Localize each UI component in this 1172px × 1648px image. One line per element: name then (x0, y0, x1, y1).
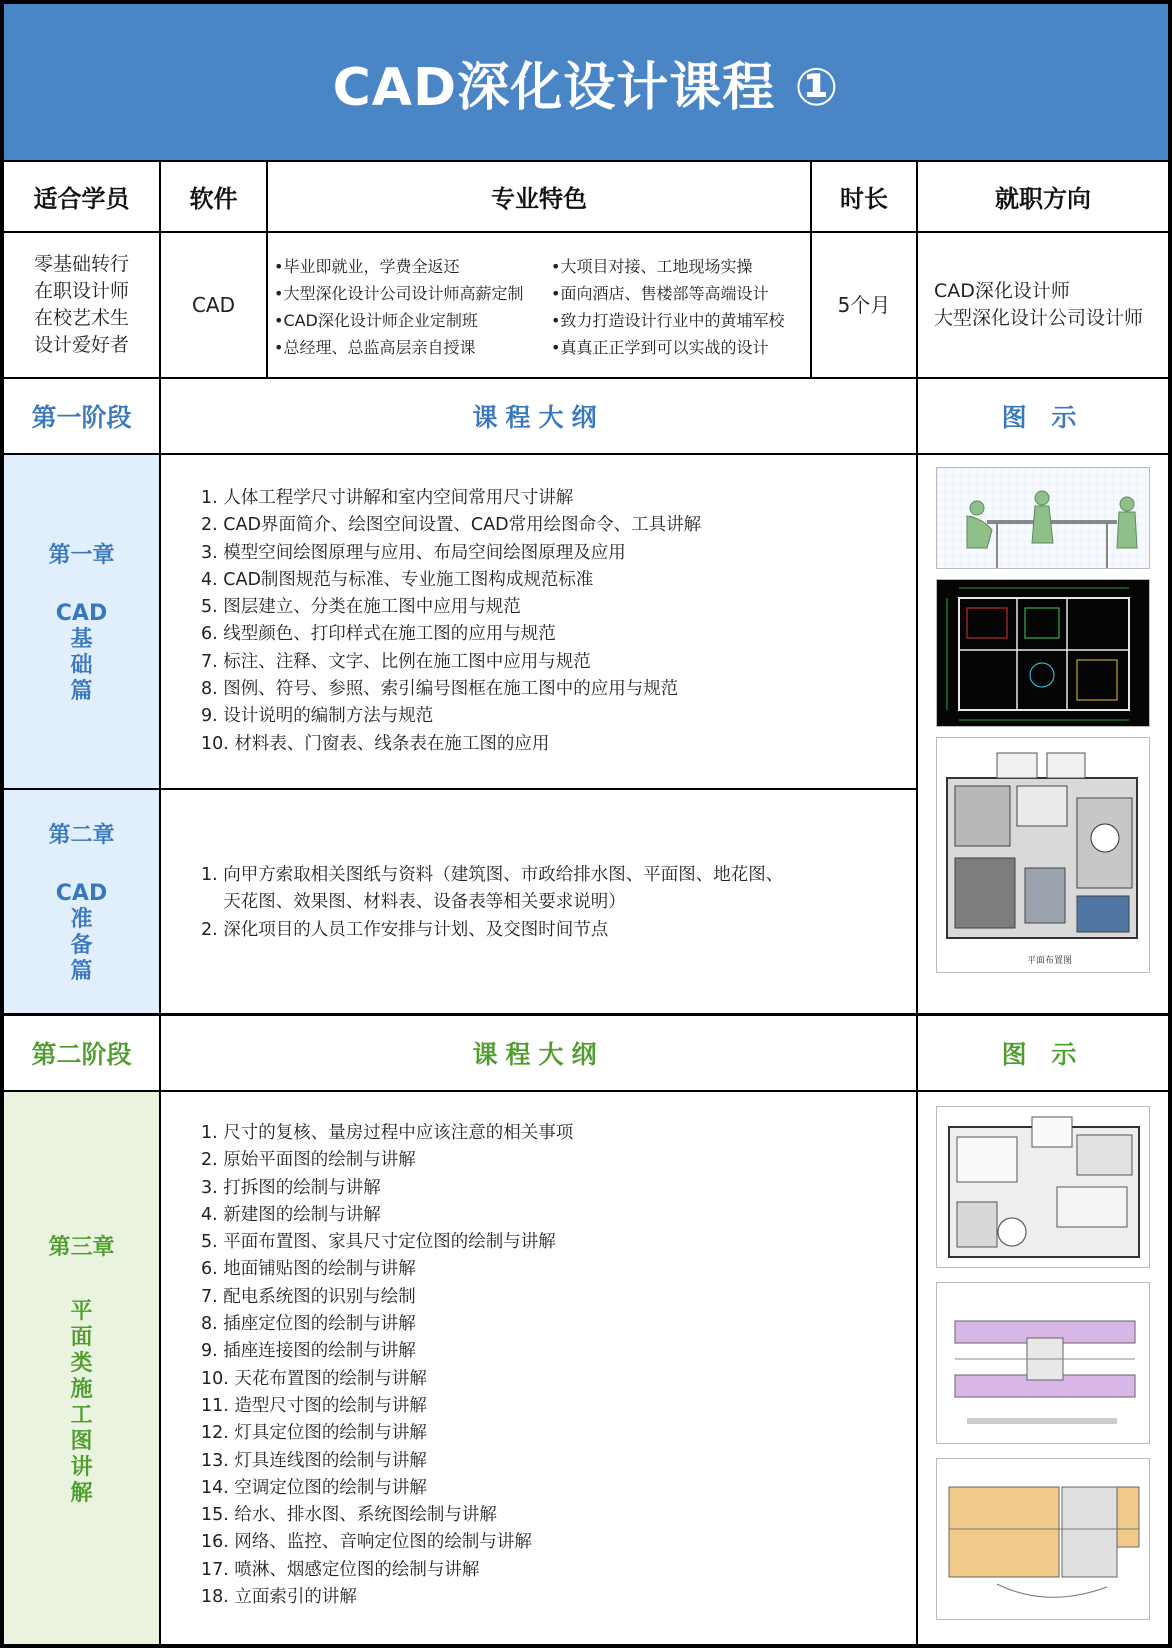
student-type: 设计爱好者 (33, 334, 129, 356)
career-cell (918, 233, 1168, 377)
chapter3-content (161, 1092, 916, 1644)
features-left (274, 253, 523, 361)
header-students: 适合学员 (4, 162, 159, 231)
chapter3-vertical-char: 工 (70, 1402, 93, 1428)
list-item: 18. 立面索引的讲解 (201, 1587, 357, 1608)
chapter3-vertical-char: 施 (70, 1376, 93, 1402)
chapter2-content (161, 790, 916, 1013)
feature-item: •面向酒店、售楼部等高端设计 (551, 284, 769, 303)
chapter1-label (4, 455, 159, 788)
list-item: 10. 天花布置图的绘制与讲解 (201, 1368, 427, 1389)
software-cell: CAD (161, 233, 266, 377)
list-item: 15. 给水、排水图、系统图绘制与讲解 (201, 1505, 497, 1526)
list-item: 1. 尺寸的复核、量房过程中应该注意的相关事项 (201, 1123, 574, 1143)
ergonomics-diagram (936, 467, 1150, 569)
apartment-plan-image (936, 1106, 1150, 1268)
chapter2-subtitle: CAD (55, 881, 108, 906)
hotel-floor-plan-svg (937, 1283, 1150, 1444)
list-item: 16. 网络、监控、音响定位图的绘制与讲解 (201, 1532, 532, 1553)
chapter2-vertical-char: 篇 (70, 959, 93, 984)
students-cell (4, 233, 159, 377)
features-cell (268, 233, 810, 377)
chapter1-vertical-char: 础 (70, 653, 93, 678)
list-item: 4. 新建图的绘制与讲解 (201, 1204, 381, 1225)
floor-plan-image (936, 737, 1150, 973)
stage2-label: 第二阶段 (4, 1016, 159, 1090)
list-item: 10. 材料表、门窗表、线条表在施工图的应用 (201, 733, 550, 754)
feature-item: •毕业即就业，学费全返还 (274, 257, 460, 276)
commercial-plan-image (936, 1458, 1150, 1620)
cad-plan-dark (936, 579, 1150, 727)
header-duration: 时长 (812, 162, 916, 231)
list-item: 14. 空调定位图的绘制与讲解 (201, 1477, 427, 1498)
list-item: 17. 喷淋、烟感定位图的绘制与讲解 (201, 1559, 480, 1580)
stage1-figure-label: 图 示 (918, 379, 1168, 453)
chapter1-title: 第一章 (48, 543, 115, 568)
student-type: 在职设计师 (33, 280, 129, 302)
list-item: 13. 灯具连线图的绘制与讲解 (201, 1450, 427, 1471)
chapter1-vertical-char: 基 (70, 627, 93, 652)
floor-plan-svg (937, 738, 1150, 973)
stage2-figure-label: 图 示 (918, 1016, 1168, 1090)
commercial-plan-svg (937, 1459, 1150, 1620)
feature-item: •总经理、总监高层亲自授课 (274, 338, 476, 357)
list-item: 1. 向甲方索取相关图纸与资料（建筑图、市政给排水图、平面图、地花图、 (201, 865, 784, 885)
feature-item: •大型深化设计公司设计师高薪定制 (274, 284, 524, 303)
header-career: 就职方向 (918, 162, 1168, 231)
list-item: 9. 插座连接图的绘制与讲解 (201, 1341, 416, 1362)
chapter3-label (4, 1092, 159, 1644)
feature-item: •大项目对接、工地现场实操 (551, 257, 753, 276)
career-item: CAD深化设计师 (934, 280, 1070, 302)
list-item: 8. 图例、符号、参照、索引编号图框在施工图中的应用与规范 (201, 679, 679, 700)
features-right (551, 253, 784, 361)
hotel-floor-plan-image (936, 1282, 1150, 1444)
list-item: 4. CAD制图规范与标准、专业施工图构成规范标准 (201, 569, 594, 590)
feature-item: •致力打造设计行业中的黄埔军校 (551, 311, 785, 330)
list-item: 11. 造型尺寸图的绘制与讲解 (201, 1395, 427, 1416)
stage1-label: 第一阶段 (4, 379, 159, 453)
list-item: 6. 线型颜色、打印样式在施工图的应用与规范 (201, 624, 556, 645)
feature-item: •真真正正学到可以实战的设计 (551, 338, 769, 357)
list-item: 2. 深化项目的人员工作安排与计划、及交图时间节点 (201, 919, 609, 940)
cad-plan-svg (937, 580, 1150, 727)
list-item: 8. 插座定位图的绘制与讲解 (201, 1314, 416, 1335)
stage1-figures (918, 455, 1168, 1013)
list-item: 6. 地面铺贴图的绘制与讲解 (201, 1259, 416, 1280)
duration-cell: 5个月 (812, 233, 916, 377)
chapter3-vertical-char: 平 (70, 1298, 93, 1324)
chapter3-vertical-char: 图 (70, 1428, 93, 1454)
page-title: CAD深化设计课程 ① (4, 4, 1168, 160)
chapter1-list (201, 485, 701, 758)
list-item: 7. 标注、注释、文字、比例在施工图中应用与规范 (201, 651, 591, 672)
list-item: 1. 人体工程学尺寸讲解和室内空间常用尺寸讲解 (201, 488, 574, 508)
list-item: 7. 配电系统图的识别与绘制 (201, 1286, 416, 1307)
ergonomics-svg (937, 468, 1150, 569)
feature-item: •CAD深化设计师企业定制班 (274, 311, 478, 330)
career-item: 大型深化设计公司设计师 (934, 307, 1144, 329)
chapter1-content (161, 455, 916, 788)
chapter1-vertical-char: 篇 (70, 679, 93, 704)
chapter1-subtitle: CAD (55, 601, 108, 626)
stage2-figures (918, 1092, 1168, 1644)
student-type: 零基础转行 (33, 253, 129, 275)
list-item: 天花图、效果图、材料表、设备表等相关要求说明） (201, 892, 626, 913)
list-item: 2. CAD界面简介、绘图空间设置、CAD常用绘图命令、工具讲解 (201, 515, 702, 536)
chapter2-label (4, 790, 159, 1013)
list-item: 2. 原始平面图的绘制与讲解 (201, 1150, 416, 1171)
header-software: 软件 (161, 162, 266, 231)
list-item: 3. 打拆图的绘制与讲解 (201, 1177, 381, 1198)
list-item: 5. 平面布置图、家具尺寸定位图的绘制与讲解 (201, 1232, 556, 1253)
header-features: 专业特色 (268, 162, 810, 231)
student-type: 在校艺术生 (33, 307, 129, 329)
list-item: 9. 设计说明的编制方法与规范 (201, 706, 434, 727)
chapter3-vertical-char: 解 (70, 1480, 93, 1506)
chapter2-title: 第二章 (48, 823, 115, 848)
chapter3-vertical-char: 面 (70, 1324, 93, 1350)
chapter2-vertical-char: 准 (70, 907, 93, 932)
list-item: 12. 灯具定位图的绘制与讲解 (201, 1423, 427, 1444)
stage1-outline-label: 课程大纲 (161, 379, 916, 453)
chapter3-vertical-char: 类 (70, 1350, 93, 1376)
chapter2-list (201, 862, 783, 944)
list-item: 5. 图层建立、分类在施工图中应用与规范 (201, 597, 521, 618)
chapter2-vertical-char: 备 (70, 933, 93, 958)
stage2-outline-label: 课程大纲 (161, 1016, 916, 1090)
figure-caption: 平面布置图 (1027, 956, 1073, 966)
chapter3-title: 第三章 (48, 1234, 115, 1260)
chapter3-list (201, 1120, 573, 1611)
apartment-plan-svg (937, 1107, 1150, 1268)
list-item: 3. 模型空间绘图原理与应用、布局空间绘图原理及应用 (201, 542, 626, 563)
chapter3-vertical-char: 讲 (70, 1454, 93, 1480)
